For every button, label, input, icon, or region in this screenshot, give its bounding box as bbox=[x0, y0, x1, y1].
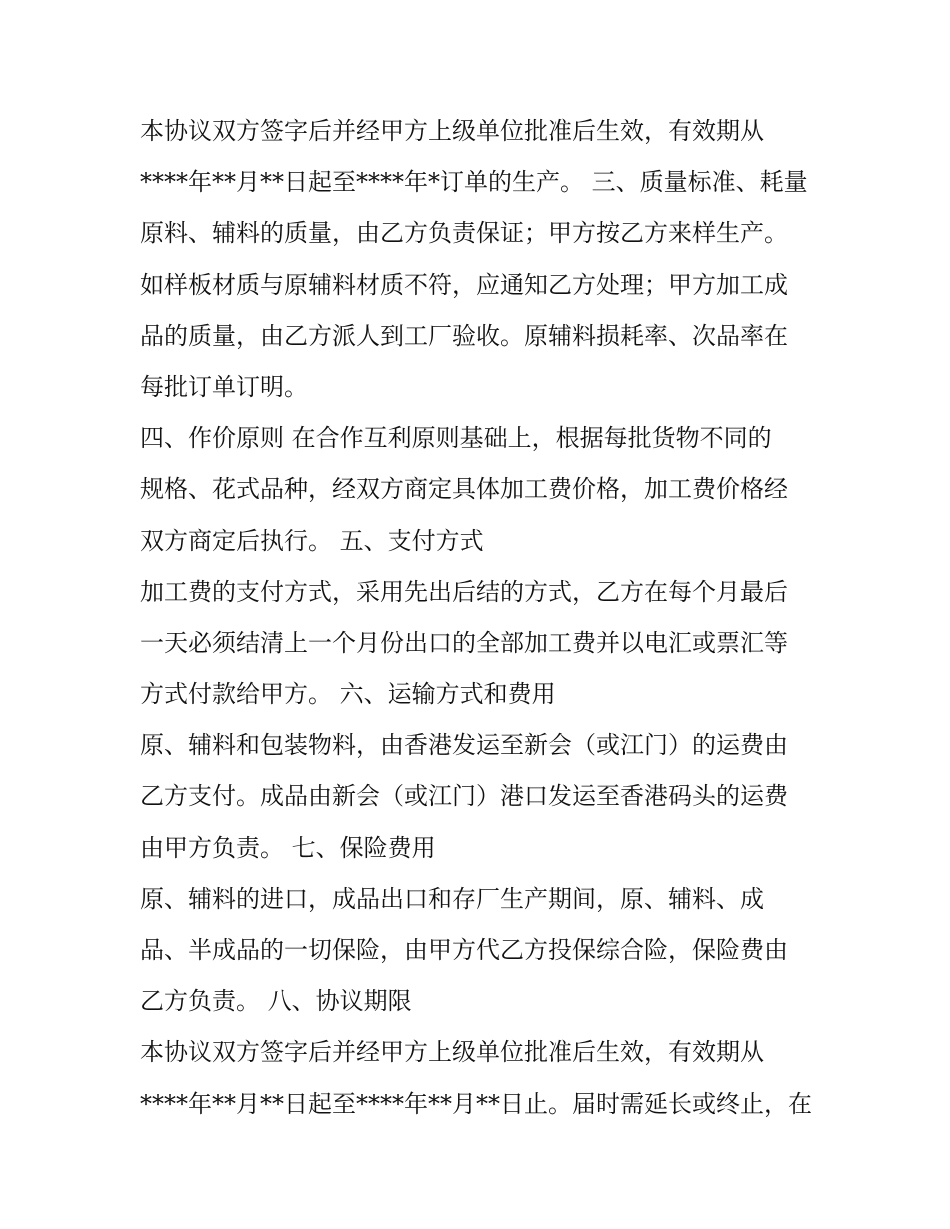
text-line: 原料、辅料的质量，由乙方负责保证；甲方按乙方来样生产。 bbox=[140, 219, 788, 248]
text-line: 原、辅料和包装物料，由香港发运至新会（或江门）的运费由 bbox=[140, 731, 788, 760]
text-line: 乙方支付。成品由新会（或江门）港口发运至香港码头的运费 bbox=[140, 782, 788, 811]
text-line: 品、半成品的一切保险，由甲方代乙方投保综合险，保险费由 bbox=[140, 936, 788, 964]
text-line: 本协议双方签字后并经甲方上级单位批准后生效，有效期从 bbox=[140, 117, 764, 145]
text-line: 方式付款给甲方。 六、运输方式和费用 bbox=[140, 680, 556, 709]
text-line: ****年**月**日起至****年**月**日止。届时需延长或终止，在 bbox=[140, 1089, 812, 1118]
text-line: 如样板材质与原辅料材质不符，应通知乙方处理；甲方加工成 bbox=[140, 270, 788, 299]
text-line: ****年**月**日起至****年*订单的生产。 三、质量标准、耗量 bbox=[140, 168, 808, 197]
text-line: 一天必须结清上一个月份出口的全部加工费并以电汇或票汇等 bbox=[140, 628, 788, 657]
text-line: 双方商定后执行。 五、支付方式 bbox=[140, 526, 484, 555]
text-line: 四、作价原则 在合作互利原则基础上，根据每批货物不同的 bbox=[140, 424, 772, 453]
text-line: 由甲方负责。 七、保险费用 bbox=[140, 833, 436, 862]
agreement-body-text bbox=[140, 106, 830, 1130]
text-line: 每批订单订明。 bbox=[140, 372, 308, 401]
text-line: 乙方负责。 八、协议期限 bbox=[140, 987, 412, 1016]
text-line: 规格、花式品种，经双方商定具体加工费价格，加工费价格经 bbox=[140, 475, 788, 504]
text-line: 本协议双方签字后并经甲方上级单位批准后生效，有效期从 bbox=[140, 1038, 764, 1067]
text-line: 加工费的支付方式，采用先出后结的方式，乙方在每个月最后 bbox=[140, 577, 788, 606]
text-line: 原、辅料的进口，成品出口和存厂生产期间，原、辅料、成 bbox=[140, 884, 764, 913]
text-line: 品的质量，由乙方派人到工厂验收。原辅料损耗率、次品率在 bbox=[140, 321, 788, 350]
